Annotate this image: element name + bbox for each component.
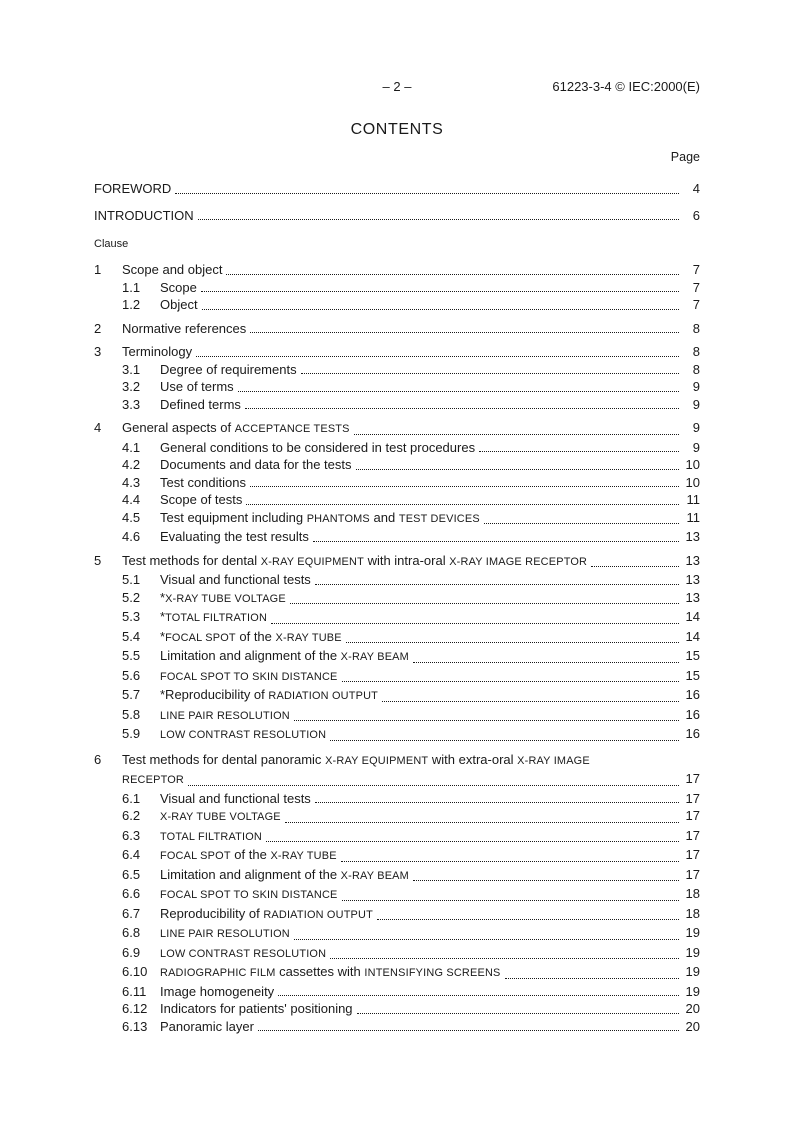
toc-entry-continuation <box>94 770 700 790</box>
toc-entry <box>94 552 700 572</box>
toc-entry-number: 5.2 <box>122 589 141 605</box>
toc-entry <box>94 474 700 492</box>
dot-leader <box>315 584 679 585</box>
toc-entry-label: Scope of tests <box>160 492 243 507</box>
toc-entry-label: Object <box>160 297 198 312</box>
small-caps-term: ACCEPTANCE TESTS <box>234 423 350 435</box>
toc-entry-number: 4.3 <box>122 474 141 490</box>
small-caps-term: X-RAY BEAM <box>340 651 409 663</box>
toc-entry-label <box>160 667 338 687</box>
toc-entry-label <box>160 807 281 827</box>
dot-leader <box>246 504 679 505</box>
toc-entry-number: 4.6 <box>122 529 141 544</box>
toc-entry-label <box>160 924 290 944</box>
toc-entry-number: 3.1 <box>122 361 141 377</box>
toc-entry <box>94 296 700 314</box>
toc-entry <box>94 439 700 457</box>
toc-entry-page: 17 <box>685 866 700 882</box>
toc-entry-label: Evaluating the test results <box>160 529 309 544</box>
toc-entry-label: *TOTAL FILTRATION <box>160 609 268 624</box>
toc-entry-number: 3.3 <box>122 396 141 412</box>
toc-entry <box>94 963 700 983</box>
toc-entry <box>94 589 700 609</box>
toc-entry-number: 5.1 <box>122 572 141 587</box>
toc-entry-page: 9 <box>692 379 700 394</box>
dot-leader <box>294 939 679 940</box>
toc-entry-label: Limitation and alignment of the X-RAY BEAM <box>160 866 409 882</box>
toc-entry-number: 6.10 <box>122 964 148 979</box>
toc-entry-page: 9 <box>692 439 700 455</box>
toc-entry-label: *Reproducibility of RADIATION OUTPUT <box>160 687 379 702</box>
toc-entry-label: Scope and object <box>122 262 223 277</box>
dot-leader <box>330 740 679 741</box>
small-caps-term: FOCAL SPOT <box>165 631 236 644</box>
toc-entry <box>94 378 700 396</box>
toc-entry-page: 9 <box>692 420 700 435</box>
front-matter-list <box>94 180 700 224</box>
toc-entry-number: 6.13 <box>122 1018 148 1034</box>
dot-leader <box>346 642 679 643</box>
small-caps-term: X-RAY TUBE VOLTAGE <box>165 592 286 605</box>
dot-leader <box>377 919 679 920</box>
small-caps-term: LINE PAIR RESOLUTION <box>160 928 290 940</box>
toc-entry-number: 1 <box>94 262 102 277</box>
small-caps-term: TOTAL FILTRATION <box>165 612 268 624</box>
toc-entry-page: 7 <box>692 262 700 277</box>
toc-entry-number: 4 <box>94 420 102 435</box>
toc-entry <box>94 905 700 925</box>
toc-entry-label: Terminology <box>122 344 193 359</box>
page-column-label: Page <box>670 150 700 164</box>
toc-entry-number: 5.6 <box>122 667 141 683</box>
toc-entry-page: 20 <box>685 1018 700 1034</box>
toc-entry <box>94 261 700 279</box>
dot-leader <box>258 1030 679 1031</box>
toc-entry-number: 4.1 <box>122 439 141 455</box>
toc-entry-number: 6.6 <box>122 886 141 901</box>
small-caps-term: LOW CONTRAST RESOLUTION <box>160 729 327 741</box>
toc-entry-page: 8 <box>692 320 700 336</box>
dot-leader <box>315 802 679 803</box>
toc-entry <box>94 790 700 808</box>
small-caps-term: FOCAL SPOT <box>160 850 231 862</box>
toc-entry-number: 6 <box>94 751 102 767</box>
toc-entry <box>94 846 700 866</box>
toc-entry <box>94 1000 700 1018</box>
dot-leader <box>198 219 679 220</box>
toc-list <box>94 261 700 1035</box>
toc-entry-label: General aspects of ACCEPTANCE TESTS <box>122 420 350 435</box>
toc-entry <box>94 944 700 964</box>
toc-entry-page: 10 <box>685 457 700 472</box>
small-caps-term: LINE PAIR RESOLUTION <box>160 709 290 722</box>
front-matter-entry <box>94 180 700 198</box>
toc-entry-page: 19 <box>685 964 700 979</box>
toc-entry-number: 4.4 <box>122 492 141 507</box>
small-caps-term: PHANTOMS <box>306 512 370 525</box>
toc-entry-label: Scope <box>160 279 197 295</box>
toc-entry-label: *FOCAL SPOT of the X-RAY TUBE <box>160 628 342 644</box>
toc-entry-page: 9 <box>692 396 700 412</box>
toc-entry-number: 1.2 <box>122 297 141 312</box>
dot-leader <box>290 603 679 604</box>
dot-leader <box>285 822 679 823</box>
toc-entry <box>94 608 700 628</box>
toc-entry <box>94 807 700 827</box>
toc-entry-label: Test methods for dental panoramic X-RAY EQUIPMENT with extra-oral X-RAY IMAGE <box>122 751 590 767</box>
front-matter-page: 6 <box>692 207 700 223</box>
dot-leader <box>484 523 679 524</box>
toc-entry-page: 8 <box>692 361 700 377</box>
toc-entry <box>94 628 700 648</box>
toc-entry <box>94 647 700 667</box>
toc-entry-page: 17 <box>685 790 700 806</box>
dot-leader <box>301 373 679 374</box>
toc-entry-page: 16 <box>685 706 700 722</box>
toc-entry-page: 14 <box>685 628 700 644</box>
toc-entry-page: 13 <box>685 589 700 605</box>
toc-entry-label: Test equipment including PHANTOMS and TEST DEVICES <box>160 509 480 525</box>
dot-leader <box>201 291 679 292</box>
toc-entry-number: 5.4 <box>122 628 141 644</box>
toc-entry <box>94 686 700 706</box>
toc-entry-number: 4.5 <box>122 509 141 525</box>
toc-entry-number: 1.1 <box>122 279 141 295</box>
toc-entry-label <box>160 885 338 905</box>
toc-entry-label: Defined terms <box>160 396 241 412</box>
toc-entry-label: Normative references <box>122 320 247 336</box>
toc-entry-page: 19 <box>685 983 700 999</box>
toc-entry-number: 6.1 <box>122 790 141 806</box>
toc-entry-label: Test conditions <box>160 474 246 490</box>
small-caps-term: FOCAL SPOT TO SKIN DISTANCE <box>160 670 338 683</box>
toc-entry-label-continued <box>122 770 184 790</box>
toc-entry-number: 5 <box>94 552 102 568</box>
toc-entry-label: Reproducibility of RADIATION OUTPUT <box>160 905 373 921</box>
toc-entry-page: 13 <box>685 529 700 544</box>
toc-entry-number: 6.5 <box>122 866 141 882</box>
dot-leader <box>202 309 679 310</box>
toc-entry <box>94 885 700 905</box>
dot-leader <box>354 434 679 435</box>
dot-leader <box>413 880 679 881</box>
toc-entry <box>94 320 700 338</box>
toc-entry-page: 10 <box>685 474 700 490</box>
small-caps-term: TEST DEVICES <box>398 512 480 525</box>
toc-entry-page: 7 <box>692 297 700 312</box>
toc-entry-page: 17 <box>685 771 700 786</box>
toc-entry-number: 6.4 <box>122 847 141 862</box>
dot-leader <box>479 451 679 452</box>
small-caps-term: X-RAY EQUIPMENT <box>325 754 429 767</box>
toc-entry-label <box>160 827 262 847</box>
toc-entry-label: FOCAL SPOT of the X-RAY TUBE <box>160 847 337 862</box>
dot-leader <box>188 785 679 786</box>
toc-entry <box>94 396 700 414</box>
small-caps-term: RADIATION OUTPUT <box>263 908 373 921</box>
dot-leader <box>238 391 679 392</box>
toc-entry-label <box>160 706 290 726</box>
toc-entry-label: Limitation and alignment of the X-RAY BEAM <box>160 648 409 663</box>
toc-entry-page: 11 <box>686 509 700 525</box>
page-number-marker: – 2 – <box>382 79 412 94</box>
toc-entry-page: 8 <box>692 344 700 359</box>
dot-leader <box>226 274 679 275</box>
dot-leader <box>266 841 679 842</box>
small-caps-term: RECEPTOR <box>122 774 184 786</box>
toc-entry-page: 14 <box>685 609 700 624</box>
toc-entry-label: Use of terms <box>160 379 234 394</box>
toc-entry-number-spacer <box>94 770 122 790</box>
toc-entry <box>94 924 700 944</box>
toc-entry-number: 2 <box>94 320 102 336</box>
dot-leader <box>271 623 679 624</box>
toc-entry-page: 13 <box>685 572 700 587</box>
toc-entry-label: *X-RAY TUBE VOLTAGE <box>160 589 286 605</box>
toc-entry-page: 11 <box>686 492 700 507</box>
toc-entry-number: 3 <box>94 344 102 359</box>
toc-entry-page: 16 <box>685 726 700 741</box>
toc-entry-page: 7 <box>692 279 700 295</box>
toc-entry-page: 13 <box>685 552 700 568</box>
toc-entry-label: Visual and functional tests <box>160 790 311 806</box>
small-caps-term: FOCAL SPOT TO SKIN DISTANCE <box>160 889 338 901</box>
toc-entry <box>94 528 700 546</box>
toc-entry <box>94 866 700 886</box>
toc-entry-page: 15 <box>685 648 700 663</box>
toc-entry <box>94 279 700 297</box>
small-caps-term: LOW CONTRAST RESOLUTION <box>160 947 327 960</box>
toc-entry-number: 6.12 <box>122 1001 148 1016</box>
small-caps-term: X-RAY TUBE <box>275 631 342 644</box>
dot-leader <box>313 541 679 542</box>
toc-entry-number: 6.9 <box>122 944 141 960</box>
toc-entry <box>94 361 700 379</box>
toc-entry-number: 6.7 <box>122 905 141 921</box>
toc-entry-page: 17 <box>685 808 700 823</box>
dot-leader <box>175 193 679 194</box>
toc-entry-number: 4.2 <box>122 457 141 472</box>
dot-leader <box>196 356 679 357</box>
dot-leader <box>294 720 679 721</box>
toc-entry <box>94 343 700 361</box>
dot-leader <box>505 978 680 979</box>
dot-leader <box>245 408 679 409</box>
small-caps-term: X-RAY TUBE VOLTAGE <box>160 811 281 823</box>
dot-leader <box>341 861 679 862</box>
toc-entry-number: 5.3 <box>122 609 141 624</box>
toc-entry <box>94 509 700 529</box>
toc-entry <box>94 419 700 439</box>
toc-entry-number: 3.2 <box>122 379 141 394</box>
clause-label: Clause <box>94 238 129 250</box>
toc-entry <box>94 827 700 847</box>
toc-entry-page: 18 <box>685 886 700 901</box>
toc-entry-label: Visual and functional tests <box>160 572 311 587</box>
toc-entry-number: 6.3 <box>122 827 141 843</box>
dot-leader <box>342 681 679 682</box>
toc-entry-number: 5.8 <box>122 706 141 722</box>
toc-entry <box>94 725 700 745</box>
small-caps-term: X-RAY EQUIPMENT <box>260 555 364 568</box>
front-matter-label: FOREWORD <box>94 181 172 196</box>
toc-entry-label <box>160 944 326 964</box>
toc-entry-page: 20 <box>685 1001 700 1016</box>
toc-entry-label: Indicators for patients' positioning <box>160 1001 353 1016</box>
toc-entry <box>94 751 700 771</box>
toc-entry-label: Documents and data for the tests <box>160 457 352 472</box>
toc-entry-page: 15 <box>685 667 700 683</box>
front-matter-page: 4 <box>692 181 700 196</box>
toc-entry-label: Test methods for dental X-RAY EQUIPMENT with intra-oral X-RAY IMAGE RECEPTOR <box>122 552 588 568</box>
toc-entry-page: 16 <box>685 687 700 702</box>
toc-entry-label <box>160 725 326 745</box>
small-caps-term: INTENSIFYING SCREENS <box>364 967 501 979</box>
small-caps-term: X-RAY TUBE <box>270 850 337 862</box>
toc-entry-number: 6.11 <box>122 983 147 999</box>
small-caps-term: RADIOGRAPHIC FILM <box>160 967 276 979</box>
dot-leader <box>356 469 680 470</box>
toc-entry-number: 6.8 <box>122 925 141 940</box>
toc-entry-label: Degree of requirements <box>160 361 297 377</box>
dot-leader <box>591 566 679 567</box>
toc-entry-label: Image homogeneity <box>160 983 275 999</box>
small-caps-term: RADIATION OUTPUT <box>268 690 379 702</box>
dot-leader <box>342 900 679 901</box>
front-matter-label: INTRODUCTION <box>94 207 194 223</box>
small-caps-term: X-RAY IMAGE RECEPTOR <box>449 555 588 568</box>
dot-leader <box>330 958 679 959</box>
toc-entry <box>94 456 700 474</box>
toc-entry-page: 19 <box>685 944 700 960</box>
document-reference: 61223-3-4 © IEC:2000(E) <box>552 79 700 94</box>
toc-entry <box>94 1018 700 1036</box>
dot-leader <box>250 486 679 487</box>
toc-entry <box>94 706 700 726</box>
dot-leader <box>278 995 679 996</box>
toc-entry-page: 18 <box>685 905 700 921</box>
toc-entry <box>94 491 700 509</box>
front-matter-entry <box>94 207 700 225</box>
toc-entry-number: 5.7 <box>122 687 141 702</box>
contents-title: CONTENTS <box>350 121 444 138</box>
toc-entry-page: 17 <box>685 827 700 843</box>
dot-leader <box>357 1013 679 1014</box>
toc-entry-label: Panoramic layer <box>160 1018 254 1034</box>
toc-entry <box>94 667 700 687</box>
dot-leader <box>413 662 679 663</box>
small-caps-term: TOTAL FILTRATION <box>160 830 262 843</box>
toc-entry <box>94 571 700 589</box>
page-header <box>94 78 700 95</box>
dot-leader <box>382 701 679 702</box>
toc-entry-number: 6.2 <box>122 808 141 823</box>
toc-entry <box>94 983 700 1001</box>
small-caps-term: X-RAY BEAM <box>340 869 409 882</box>
small-caps-term: X-RAY IMAGE <box>517 754 590 767</box>
toc-entry-page: 17 <box>685 847 700 862</box>
toc-entry-number: 5.5 <box>122 648 141 663</box>
toc-entry-label: RADIOGRAPHIC FILM cassettes with INTENSIFYING SCREENS <box>160 964 501 979</box>
dot-leader <box>250 332 679 333</box>
toc-entry-label: General conditions to be considered in test procedures <box>160 439 476 455</box>
toc-entry-number: 5.9 <box>122 726 141 741</box>
toc-entry-page: 19 <box>685 925 700 940</box>
